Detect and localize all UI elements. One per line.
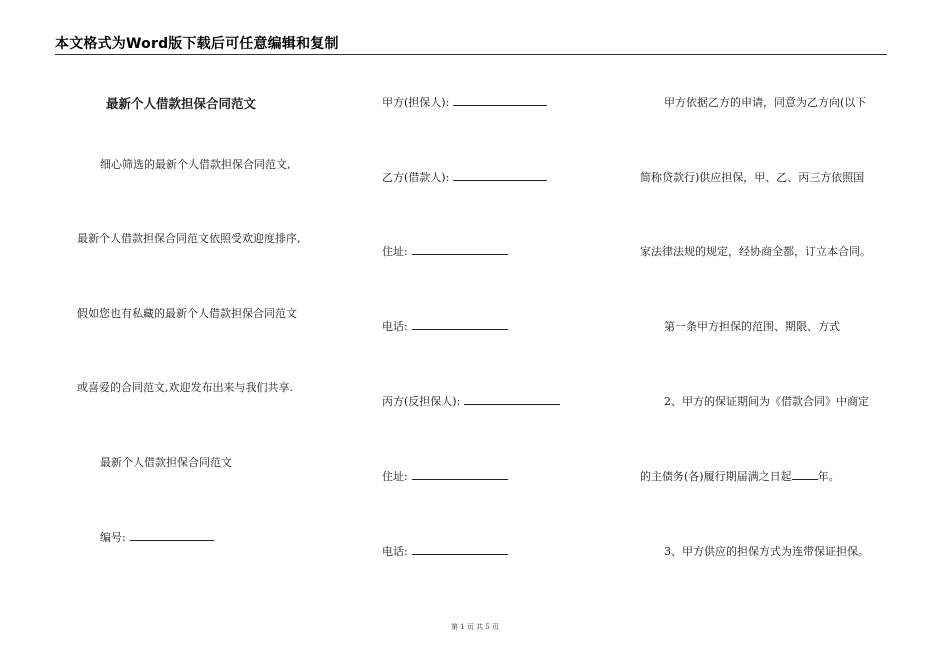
contract-subtitle: 最新个人借款担保合同范文 (100, 456, 232, 469)
phone-blank-1 (412, 318, 508, 330)
party-c-label: 丙方(反担保人): (382, 395, 461, 408)
phone-blank-2 (412, 543, 508, 555)
clause-text-6: 3、甲方供应的担保方式为连带保证担保。 (664, 545, 869, 558)
years-blank (792, 468, 818, 480)
phone-label-2: 电话: (382, 545, 408, 558)
party-b-blank (453, 169, 547, 181)
clause-text-2: 简称贷款行)供应担保，甲、乙、丙三方依照国 (640, 171, 865, 184)
clause-text-5-main: 的主债务(各)履行期届满之日起 (640, 470, 792, 483)
article-1-heading: 第一条甲方担保的范围、期限、方式 (664, 320, 840, 333)
address-label-2: 住址: (382, 470, 408, 483)
party-b-field (382, 169, 547, 185)
address-field-2 (382, 468, 508, 484)
intro-line-4: 或喜爱的合同范文,欢迎发布出来与我们共享. (77, 381, 293, 394)
phone-field-2 (382, 543, 508, 559)
address-blank-1 (412, 243, 508, 255)
clause-text-5-tail: 年。 (817, 470, 840, 483)
intro-line-2: 最新个人借款担保合同范文依照受欢迎度排序, (77, 232, 301, 245)
address-blank-2 (412, 468, 508, 480)
clause-text-4: 2、甲方的保证期间为《借款合同》中商定 (664, 395, 869, 408)
party-c-field (382, 393, 560, 409)
clause-text-1: 甲方依据乙方的申请，同意为乙方向(以下 (664, 96, 867, 109)
contract-number-blank (130, 529, 214, 541)
clause-text-3: 家法律法规的规定，经协商全都，订立本合同。 (640, 245, 871, 258)
document-title: 最新个人借款担保合同范文 (106, 96, 257, 111)
intro-line-1: 细心筛选的最新个人借款担保合同范文, (100, 158, 291, 171)
header-divider (55, 54, 887, 55)
party-b-label: 乙方(借款人): (382, 171, 450, 184)
party-a-blank (453, 94, 547, 106)
phone-label-1: 电话: (382, 320, 408, 333)
party-a-label: 甲方(担保人): (382, 96, 450, 109)
contract-number-label: 编号: (100, 531, 126, 544)
party-a-field (382, 94, 547, 110)
address-field-1 (382, 243, 508, 259)
clause-text-5 (640, 468, 840, 484)
intro-line-3: 假如您也有私藏的最新个人借款担保合同范文 (77, 307, 297, 320)
address-label-1: 住址: (382, 245, 408, 258)
contract-number-field (100, 529, 214, 545)
header-title: 本文格式为Word版下载后可任意编辑和复制 (55, 36, 339, 52)
page-number: 第 1 页 共 5 页 (450, 623, 500, 631)
phone-field-1 (382, 318, 508, 334)
party-c-blank (464, 393, 560, 405)
